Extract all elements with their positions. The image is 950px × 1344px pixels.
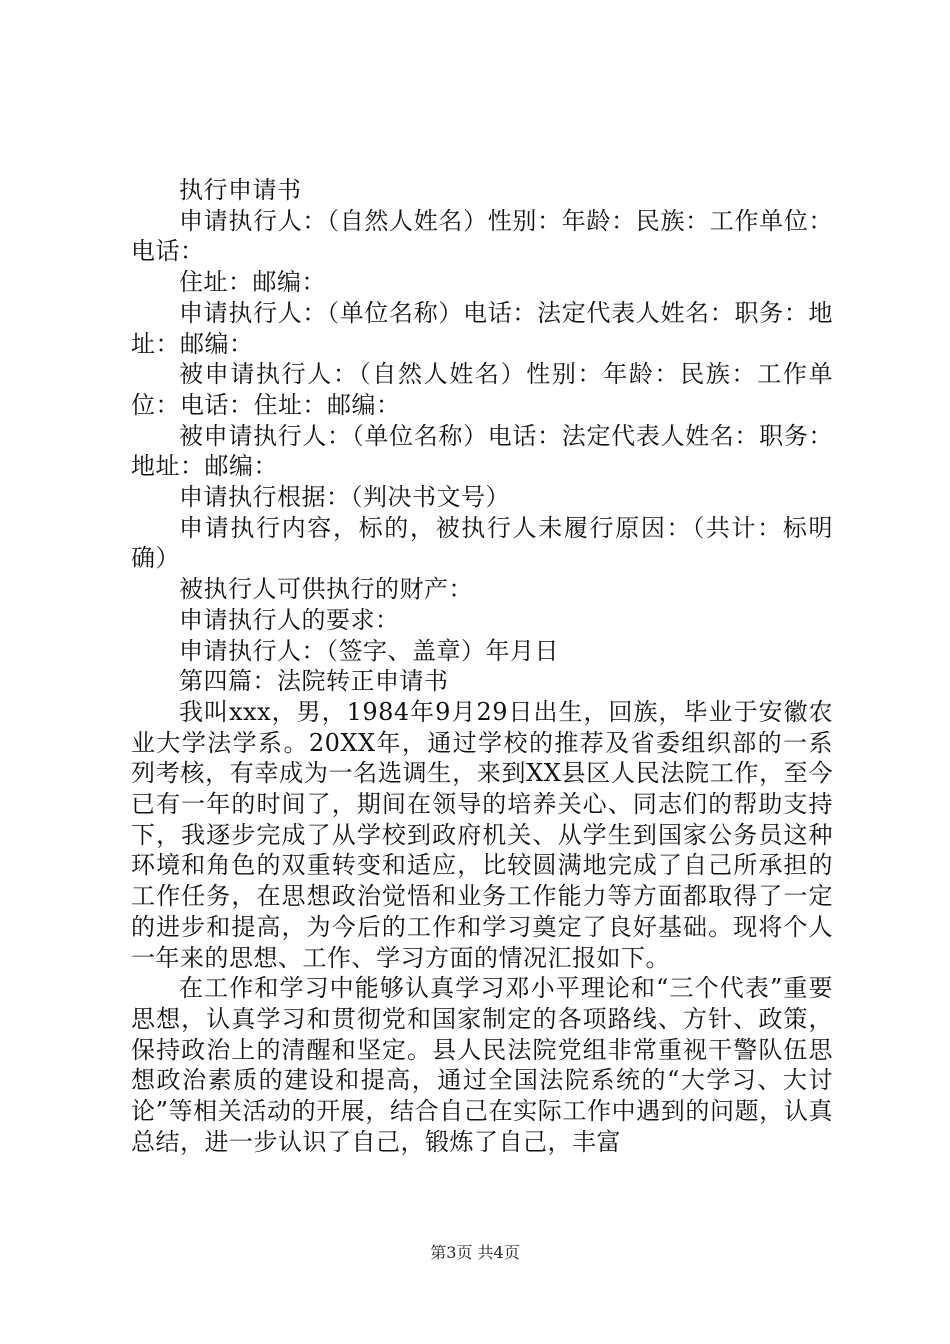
paragraph-self-introduction: 我叫xxx，男，1984年9月29日出生，回族，毕业于安徽农业大学法学系。20XX年，通过学校的推荐及省委组织部的一系列考核，有幸成为一名选调生，来到XX县区人民法院工作，至今已有一年的时间了，期间在领导的培养关心、同志们的帮助支持下，我逐步完成了从学校到政府机关、从学生到国家公务员这种环境和角色的双重转变和适应，比较圆满地完成了自己所承担的工作任务，在思想政治觉悟和业务工作能力等方面都取得了一定的进步和提高，为今后的工作和学习奠定了良好基础。现将个人一年来的思想、工作、学习方面的情况汇报如下。 <box>131 697 833 972</box>
paragraph-applicant-requests: 申请执行人的要求： <box>179 605 400 634</box>
paragraph-applicant-organization: 申请执行人：（单位名称）电话：法定代表人姓名：职务：地址：邮编： <box>131 298 833 358</box>
paragraph-address-postcode: 住址：邮编： <box>179 268 326 297</box>
paragraph-political-study: 在工作和学习中能够认真学习邓小平理论和“三个代表”重要思想，认真学习和贯彻党和国家制定的各项路线、方针、政策，保持政治上的清醒和坚定。县人民法院党组非常重视干警队伍思想政治素质的建设和提高，通过全国法院系统的“大学习、大讨论”等相关活动的开展，结合自己在实际工作中遇到的问题，认真总结，进一步认识了自己，锻炼了自己，丰富 <box>131 974 833 1156</box>
paragraph-respondent-organization: 被申请执行人：（单位名称）电话：法定代表人姓名：职务：地址：邮编： <box>131 421 833 481</box>
paragraph-respondent-natural-person: 被申请执行人：（自然人姓名）性别：年龄：民族：工作单位：电话：住址：邮编： <box>131 360 833 419</box>
paragraph-execution-basis: 申请执行根据：（判决书文号） <box>179 483 510 512</box>
paragraph-executable-property: 被执行人可供执行的财产： <box>179 575 473 604</box>
paragraph-execution-content: 申请执行内容，标的，被执行人未履行原因：（共计：标明确） <box>131 513 833 573</box>
document-body <box>131 175 833 1158</box>
paragraph-signature-date: 申请执行人：（签字、盖章）年月日 <box>179 636 559 665</box>
paragraph-section-title: 第四篇：法院转正申请书 <box>179 667 449 696</box>
page-number-footer: 第3页 共4页 <box>430 1243 520 1262</box>
paragraph-applicant-natural-person: 申请执行人：（自然人姓名）性别：年龄：民族：工作单位：电话： <box>131 206 833 266</box>
paragraph-title-execution-application: 执行申请书 <box>179 176 302 204</box>
